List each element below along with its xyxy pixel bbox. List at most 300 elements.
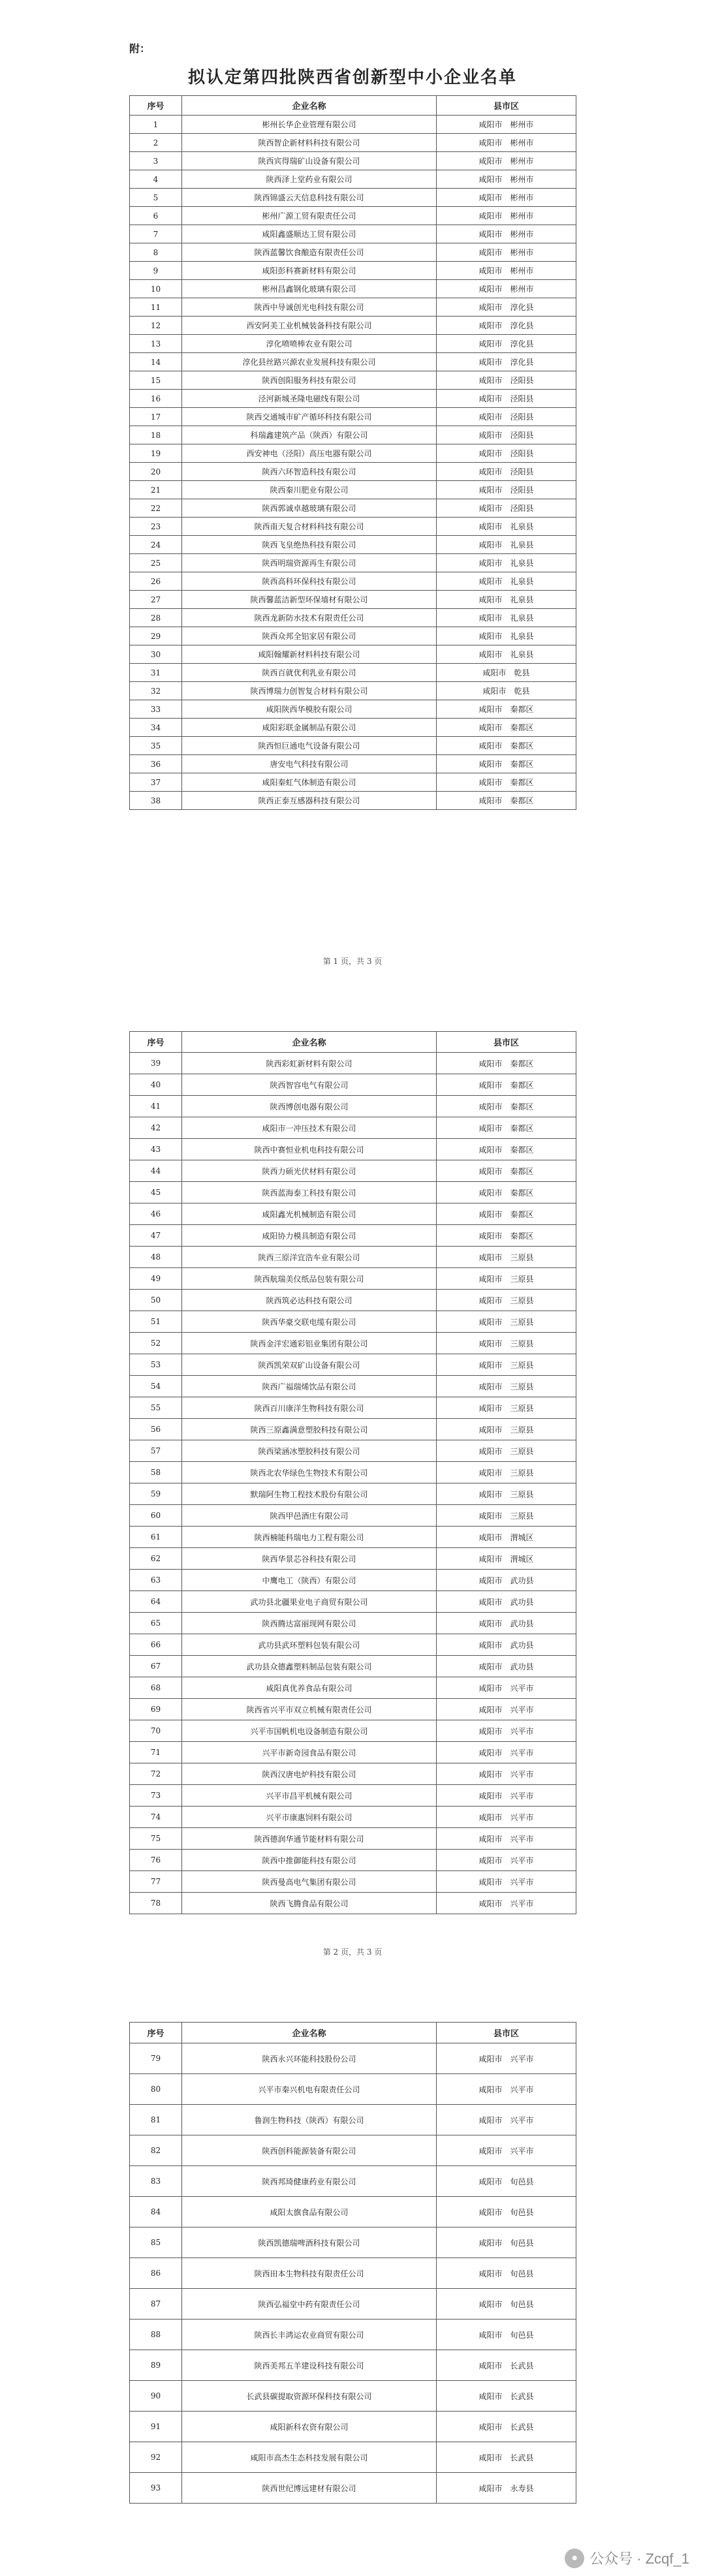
table-row bbox=[130, 1053, 576, 1074]
table-row bbox=[130, 1397, 576, 1419]
county-name: 咸阳市 泾阳县 bbox=[437, 390, 576, 408]
company-name: 陕西明瑞资源再生有限公司 bbox=[182, 554, 437, 572]
row-number: 52 bbox=[130, 1333, 182, 1354]
county-name: 咸阳市 秦都区 bbox=[437, 1225, 576, 1247]
table-row bbox=[130, 444, 576, 463]
row-number: 13 bbox=[130, 335, 182, 353]
table-row bbox=[130, 1182, 576, 1203]
company-name: 彬州广源工贸有限责任公司 bbox=[182, 207, 437, 225]
company-name: 咸阳鑫光机械制造有限公司 bbox=[182, 1203, 437, 1225]
table-row bbox=[130, 353, 576, 371]
company-name: 陕西宾得瑞矿山设备有限公司 bbox=[182, 152, 437, 170]
row-number: 89 bbox=[130, 2350, 182, 2381]
company-name: 淳化县丝路兴源农业发展科技有限公司 bbox=[182, 353, 437, 371]
county-name: 咸阳市 兴平市 bbox=[437, 1828, 576, 1850]
row-number: 32 bbox=[130, 682, 182, 700]
row-number: 74 bbox=[130, 1807, 182, 1828]
county-name: 咸阳市 淳化县 bbox=[437, 298, 576, 317]
table-row bbox=[130, 1548, 576, 1570]
county-name: 咸阳市 旬邑县 bbox=[437, 2258, 576, 2289]
county-name: 咸阳市 淳化县 bbox=[437, 335, 576, 353]
table-row bbox=[130, 152, 576, 170]
row-number: 33 bbox=[130, 700, 182, 719]
table-row bbox=[130, 1247, 576, 1268]
company-name: 陕西楠能科瑞电力工程有限公司 bbox=[182, 1527, 437, 1548]
company-name: 陕西凯荣双矿山设备有限公司 bbox=[182, 1354, 437, 1376]
table-row bbox=[130, 1074, 576, 1096]
company-name: 陕西百就优利乳业有限公司 bbox=[182, 664, 437, 682]
table-row bbox=[130, 2227, 576, 2258]
company-name: 鲁润生物科技（陕西）有限公司 bbox=[182, 2105, 437, 2135]
county-name: 咸阳市 三原县 bbox=[437, 1376, 576, 1397]
county-name: 咸阳市 礼泉县 bbox=[437, 609, 576, 627]
company-name: 陕西智容电气有限公司 bbox=[182, 1074, 437, 1096]
table-row bbox=[130, 1527, 576, 1548]
row-number: 60 bbox=[130, 1505, 182, 1527]
row-number: 93 bbox=[130, 2473, 182, 2504]
county-name: 咸阳市 泾阳县 bbox=[437, 426, 576, 444]
table-row bbox=[130, 1139, 576, 1160]
company-name: 陕西弘福堂中药有限责任公司 bbox=[182, 2289, 437, 2320]
table-row bbox=[130, 2258, 576, 2289]
county-name: 咸阳市 旬邑县 bbox=[437, 2289, 576, 2320]
row-number: 82 bbox=[130, 2135, 182, 2166]
county-name: 咸阳市 兴平市 bbox=[437, 1763, 576, 1785]
county-name: 咸阳市 兴平市 bbox=[437, 1785, 576, 1807]
wechat-icon: ● bbox=[565, 2549, 584, 2568]
county-name: 咸阳市 兴平市 bbox=[437, 1893, 576, 1914]
company-name: 陕西彩虹新材料有限公司 bbox=[182, 1053, 437, 1074]
company-name: 咸阳彩联金属制品有限公司 bbox=[182, 719, 437, 737]
county-name: 咸阳市 彬州市 bbox=[437, 225, 576, 243]
row-number: 28 bbox=[130, 609, 182, 627]
county-name: 咸阳市 兴平市 bbox=[437, 2135, 576, 2166]
table-row bbox=[130, 1677, 576, 1699]
company-name: 陕西华豪交联电缆有限公司 bbox=[182, 1311, 437, 1333]
table-row bbox=[130, 1505, 576, 1527]
table-row bbox=[130, 700, 576, 719]
table-row bbox=[130, 2043, 576, 2074]
table-row bbox=[130, 1828, 576, 1850]
row-number: 69 bbox=[130, 1699, 182, 1720]
company-name: 陕西秦川肥业有限公司 bbox=[182, 481, 437, 499]
company-name: 陕西田本生物科技有限责任公司 bbox=[182, 2258, 437, 2289]
table-row bbox=[130, 2320, 576, 2350]
table-row bbox=[130, 280, 576, 298]
company-name: 陕西曼高电气集团有限公司 bbox=[182, 1871, 437, 1893]
company-name: 陕西华景芯谷科技有限公司 bbox=[182, 1548, 437, 1570]
row-number: 35 bbox=[130, 737, 182, 755]
row-number: 84 bbox=[130, 2197, 182, 2227]
company-name: 陕西交通城市矿产循环科技有限公司 bbox=[182, 408, 437, 426]
county-name: 咸阳市 兴平市 bbox=[437, 1699, 576, 1720]
company-name: 咸阳太旗食品有限公司 bbox=[182, 2197, 437, 2227]
header-company-name: 企业名称 bbox=[182, 1032, 437, 1053]
row-number: 88 bbox=[130, 2320, 182, 2350]
county-name: 咸阳市 泾阳县 bbox=[437, 408, 576, 426]
company-name: 陕西长丰鸿运农业商贸有限公司 bbox=[182, 2320, 437, 2350]
header-county: 县市区 bbox=[437, 96, 576, 116]
table-row bbox=[130, 2105, 576, 2135]
header-county: 县市区 bbox=[437, 1032, 576, 1053]
row-number: 65 bbox=[130, 1613, 182, 1634]
row-number: 16 bbox=[130, 390, 182, 408]
row-number: 42 bbox=[130, 1117, 182, 1139]
row-number: 46 bbox=[130, 1203, 182, 1225]
table-row bbox=[130, 664, 576, 682]
row-number: 36 bbox=[130, 755, 182, 773]
row-number: 19 bbox=[130, 444, 182, 463]
county-name: 咸阳市 武功县 bbox=[437, 1613, 576, 1634]
table-row bbox=[130, 2135, 576, 2166]
table-row bbox=[130, 1763, 576, 1785]
attachment-label: 附： bbox=[129, 42, 151, 55]
table-row bbox=[130, 207, 576, 225]
table-row bbox=[130, 1160, 576, 1182]
table-row bbox=[130, 1354, 576, 1376]
row-number: 91 bbox=[130, 2412, 182, 2442]
county-name: 咸阳市 彬州市 bbox=[437, 134, 576, 152]
table-row bbox=[130, 1742, 576, 1763]
company-name: 陕西广福瑞烯饮品有限公司 bbox=[182, 1376, 437, 1397]
county-name: 咸阳市 秦都区 bbox=[437, 737, 576, 755]
table-row bbox=[130, 719, 576, 737]
row-number: 21 bbox=[130, 481, 182, 499]
company-name: 陕西郭诚卓越玻璃有限公司 bbox=[182, 499, 437, 518]
county-name: 咸阳市 彬州市 bbox=[437, 207, 576, 225]
row-number: 73 bbox=[130, 1785, 182, 1807]
company-name: 兴平市昌平机械有限公司 bbox=[182, 1785, 437, 1807]
table-row bbox=[130, 773, 576, 792]
county-name: 咸阳市 乾县 bbox=[437, 664, 576, 682]
row-number: 15 bbox=[130, 371, 182, 390]
row-number: 31 bbox=[130, 664, 182, 682]
table-row bbox=[130, 2289, 576, 2320]
company-name: 陕西德润华通节能材料有限公司 bbox=[182, 1828, 437, 1850]
company-name: 陕西汉唐电炉科技有限公司 bbox=[182, 1763, 437, 1785]
county-name: 咸阳市 兴平市 bbox=[437, 2043, 576, 2074]
company-table-page-2 bbox=[129, 1031, 576, 1914]
row-number: 3 bbox=[130, 152, 182, 170]
row-number: 57 bbox=[130, 1440, 182, 1462]
table-row bbox=[130, 225, 576, 243]
company-name: 西安阿美工业机械装备科技有限公司 bbox=[182, 317, 437, 335]
company-table-page-1 bbox=[129, 95, 576, 810]
county-name: 咸阳市 秦都区 bbox=[437, 719, 576, 737]
company-name: 陕西中推御能科技有限公司 bbox=[182, 1850, 437, 1871]
table-row bbox=[130, 2412, 576, 2442]
company-name: 彬州昌鑫钢化玻璃有限公司 bbox=[182, 280, 437, 298]
row-number: 54 bbox=[130, 1376, 182, 1397]
table-row bbox=[130, 134, 576, 152]
row-number: 64 bbox=[130, 1591, 182, 1613]
county-name: 咸阳市 武功县 bbox=[437, 1570, 576, 1591]
county-name: 咸阳市 兴平市 bbox=[437, 1807, 576, 1828]
company-name: 默瑞阿生物工程技术股份有限公司 bbox=[182, 1483, 437, 1505]
county-name: 咸阳市 淳化县 bbox=[437, 317, 576, 335]
county-name: 咸阳市 秦都区 bbox=[437, 1182, 576, 1203]
county-name: 咸阳市 三原县 bbox=[437, 1268, 576, 1290]
table-row bbox=[130, 2350, 576, 2381]
table-row bbox=[130, 189, 576, 207]
row-number: 6 bbox=[130, 207, 182, 225]
row-number: 71 bbox=[130, 1742, 182, 1763]
company-name: 咸阳陕西华模胶有限公司 bbox=[182, 700, 437, 719]
row-number: 72 bbox=[130, 1763, 182, 1785]
county-name: 咸阳市 旬邑县 bbox=[437, 2166, 576, 2197]
county-name: 咸阳市 兴平市 bbox=[437, 1720, 576, 1742]
county-name: 咸阳市 彬州市 bbox=[437, 116, 576, 134]
row-number: 24 bbox=[130, 536, 182, 554]
county-name: 咸阳市 三原县 bbox=[437, 1247, 576, 1268]
company-name: 陕西高科环保科技有限公司 bbox=[182, 572, 437, 591]
header-no: 序号 bbox=[130, 96, 182, 116]
row-number: 34 bbox=[130, 719, 182, 737]
row-number: 38 bbox=[130, 792, 182, 810]
table-row bbox=[130, 426, 576, 444]
table-row bbox=[130, 1656, 576, 1677]
row-number: 66 bbox=[130, 1634, 182, 1656]
table-row bbox=[130, 2473, 576, 2504]
row-number: 47 bbox=[130, 1225, 182, 1247]
table-row bbox=[130, 591, 576, 609]
county-name: 咸阳市 兴平市 bbox=[437, 1871, 576, 1893]
company-name: 陕西南天复合材料科技有限公司 bbox=[182, 518, 437, 536]
company-name: 陕西美邦五羊建设科技有限公司 bbox=[182, 2350, 437, 2381]
row-number: 55 bbox=[130, 1397, 182, 1419]
header-no: 序号 bbox=[130, 1032, 182, 1053]
row-number: 9 bbox=[130, 262, 182, 280]
company-name: 陕西甲邑酒庄有限公司 bbox=[182, 1505, 437, 1527]
company-name: 咸阳市高杰生态科技发展有限公司 bbox=[182, 2442, 437, 2473]
row-number: 37 bbox=[130, 773, 182, 792]
table-row bbox=[130, 1419, 576, 1440]
company-name: 武功县众德鑫塑料制品包装有限公司 bbox=[182, 1656, 437, 1677]
company-table-page-3 bbox=[129, 2022, 576, 2504]
watermark-text: 公众号 · Zcqf_1 bbox=[589, 2551, 689, 2567]
company-name: 兴平市康惠饲料有限公司 bbox=[182, 1807, 437, 1828]
row-number: 45 bbox=[130, 1182, 182, 1203]
table-row bbox=[130, 408, 576, 426]
company-name: 科瑞鑫建筑产品（陕西）有限公司 bbox=[182, 426, 437, 444]
county-name: 咸阳市 长武县 bbox=[437, 2381, 576, 2412]
company-name: 陕西泽上堂药业有限公司 bbox=[182, 170, 437, 189]
company-name: 陕西力硕光伏材料有限公司 bbox=[182, 1160, 437, 1182]
table-row bbox=[130, 1591, 576, 1613]
county-name: 咸阳市 兴平市 bbox=[437, 2074, 576, 2105]
row-number: 20 bbox=[130, 463, 182, 481]
company-name: 兴平市国帆机电设备制造有限公司 bbox=[182, 1720, 437, 1742]
company-name: 陕西省兴平市双立机械有限责任公司 bbox=[182, 1699, 437, 1720]
county-name: 咸阳市 三原县 bbox=[437, 1311, 576, 1333]
table-row bbox=[130, 2074, 576, 2105]
table-row bbox=[130, 536, 576, 554]
company-name: 咸阳秦虹气体制造有限公司 bbox=[182, 773, 437, 792]
county-name: 咸阳市 泾阳县 bbox=[437, 463, 576, 481]
row-number: 14 bbox=[130, 353, 182, 371]
table-row bbox=[130, 1333, 576, 1354]
table-row bbox=[130, 1203, 576, 1225]
county-name: 咸阳市 乾县 bbox=[437, 682, 576, 700]
company-name: 淳化喷喷棒农业有限公司 bbox=[182, 335, 437, 353]
table-row bbox=[130, 1462, 576, 1483]
row-number: 59 bbox=[130, 1483, 182, 1505]
row-number: 1 bbox=[130, 116, 182, 134]
table-row bbox=[130, 792, 576, 810]
county-name: 咸阳市 三原县 bbox=[437, 1419, 576, 1440]
county-name: 咸阳市 礼泉县 bbox=[437, 591, 576, 609]
county-name: 咸阳市 武功县 bbox=[437, 1634, 576, 1656]
header-no: 序号 bbox=[130, 2023, 182, 2043]
table-row bbox=[130, 1893, 576, 1914]
row-number: 23 bbox=[130, 518, 182, 536]
table-row bbox=[130, 518, 576, 536]
row-number: 76 bbox=[130, 1850, 182, 1871]
company-name: 咸阳彭科赛新材料有限公司 bbox=[182, 262, 437, 280]
county-name: 咸阳市 秦都区 bbox=[437, 1139, 576, 1160]
county-name: 咸阳市 泾阳县 bbox=[437, 444, 576, 463]
row-number: 79 bbox=[130, 2043, 182, 2074]
county-name: 咸阳市 泾阳县 bbox=[437, 481, 576, 499]
county-name: 咸阳市 旬邑县 bbox=[437, 2227, 576, 2258]
company-name: 西安神电（泾阳）高压电器有限公司 bbox=[182, 444, 437, 463]
county-name: 咸阳市 礼泉县 bbox=[437, 645, 576, 664]
table-row bbox=[130, 1850, 576, 1871]
table-row bbox=[130, 1634, 576, 1656]
table-row bbox=[130, 2381, 576, 2412]
row-number: 51 bbox=[130, 1311, 182, 1333]
county-name: 咸阳市 三原县 bbox=[437, 1397, 576, 1419]
row-number: 81 bbox=[130, 2105, 182, 2135]
company-name: 陕西博瑞力创智复合材料有限公司 bbox=[182, 682, 437, 700]
company-name: 彬州长华企业管理有限公司 bbox=[182, 116, 437, 134]
company-name: 陕西创阳服务科技有限公司 bbox=[182, 371, 437, 390]
county-name: 咸阳市 秦都区 bbox=[437, 700, 576, 719]
county-name: 咸阳市 秦都区 bbox=[437, 792, 576, 810]
company-name: 陕西北农华绿色生物技术有限公司 bbox=[182, 1462, 437, 1483]
row-number: 25 bbox=[130, 554, 182, 572]
county-name: 咸阳市 彬州市 bbox=[437, 243, 576, 262]
county-name: 咸阳市 秦都区 bbox=[437, 755, 576, 773]
county-name: 咸阳市 长武县 bbox=[437, 2442, 576, 2473]
row-number: 80 bbox=[130, 2074, 182, 2105]
company-name: 陕西龙新防水技术有限责任公司 bbox=[182, 609, 437, 627]
row-number: 27 bbox=[130, 591, 182, 609]
county-name: 咸阳市 秦都区 bbox=[437, 1203, 576, 1225]
county-name: 咸阳市 永寿县 bbox=[437, 2473, 576, 2504]
company-name: 武功县北疆果业电子商贸有限公司 bbox=[182, 1591, 437, 1613]
company-name: 陕西百川康洋生物科技有限公司 bbox=[182, 1397, 437, 1419]
row-number: 78 bbox=[130, 1893, 182, 1914]
county-name: 咸阳市 渭城区 bbox=[437, 1527, 576, 1548]
company-name: 咸阳协力模具制造有限公司 bbox=[182, 1225, 437, 1247]
row-number: 87 bbox=[130, 2289, 182, 2320]
table-row bbox=[130, 554, 576, 572]
county-name: 咸阳市 彬州市 bbox=[437, 262, 576, 280]
row-number: 11 bbox=[130, 298, 182, 317]
county-name: 咸阳市 兴平市 bbox=[437, 1677, 576, 1699]
county-name: 咸阳市 武功县 bbox=[437, 1656, 576, 1677]
company-name: 咸阳鑫盛顺达工贸有限公司 bbox=[182, 225, 437, 243]
county-name: 咸阳市 礼泉县 bbox=[437, 572, 576, 591]
table-row bbox=[130, 737, 576, 755]
row-number: 12 bbox=[130, 317, 182, 335]
row-number: 48 bbox=[130, 1247, 182, 1268]
page-title: 拟认定第四批陕西省创新型中小企业名单 bbox=[187, 68, 517, 87]
county-name: 咸阳市 旬邑县 bbox=[437, 2320, 576, 2350]
company-name: 陕西中赛恒业机电科技有限公司 bbox=[182, 1139, 437, 1160]
company-name: 陕西众邦全铝家居有限公司 bbox=[182, 627, 437, 645]
company-name: 陕西蓝海泰工科技有限公司 bbox=[182, 1182, 437, 1203]
row-number: 86 bbox=[130, 2258, 182, 2289]
row-number: 77 bbox=[130, 1871, 182, 1893]
row-number: 8 bbox=[130, 243, 182, 262]
table-row bbox=[130, 463, 576, 481]
row-number: 92 bbox=[130, 2442, 182, 2473]
row-number: 2 bbox=[130, 134, 182, 152]
table-row bbox=[130, 1440, 576, 1462]
row-number: 63 bbox=[130, 1570, 182, 1591]
county-name: 咸阳市 三原县 bbox=[437, 1440, 576, 1462]
county-name: 咸阳市 礼泉县 bbox=[437, 627, 576, 645]
company-name: 唐安电气科技有限公司 bbox=[182, 755, 437, 773]
row-number: 53 bbox=[130, 1354, 182, 1376]
table-row bbox=[130, 1290, 576, 1311]
table-row bbox=[130, 1720, 576, 1742]
table-row bbox=[130, 1225, 576, 1247]
table-row bbox=[130, 1613, 576, 1634]
table-row bbox=[130, 262, 576, 280]
table-row bbox=[130, 682, 576, 700]
table-row bbox=[130, 1117, 576, 1139]
table-row bbox=[130, 170, 576, 189]
table-row bbox=[130, 2442, 576, 2473]
county-name: 咸阳市 兴平市 bbox=[437, 2105, 576, 2135]
row-number: 18 bbox=[130, 426, 182, 444]
county-name: 咸阳市 彬州市 bbox=[437, 152, 576, 170]
company-name: 咸阳翰耀新材料科技有限公司 bbox=[182, 645, 437, 664]
row-number: 56 bbox=[130, 1419, 182, 1440]
table-row bbox=[130, 1570, 576, 1591]
county-name: 咸阳市 三原县 bbox=[437, 1333, 576, 1354]
company-name: 陕西梁涵冰塑胶科技有限公司 bbox=[182, 1440, 437, 1462]
company-name: 陕西金洋宏通彩铝业集团有限公司 bbox=[182, 1333, 437, 1354]
table-row bbox=[130, 298, 576, 317]
row-number: 26 bbox=[130, 572, 182, 591]
company-name: 陕西筑必达科技有限公司 bbox=[182, 1290, 437, 1311]
row-number: 4 bbox=[130, 170, 182, 189]
company-name: 咸阳市一冲压技术有限公司 bbox=[182, 1117, 437, 1139]
county-name: 咸阳市 三原县 bbox=[437, 1290, 576, 1311]
county-name: 咸阳市 秦都区 bbox=[437, 1096, 576, 1117]
watermark bbox=[565, 2548, 689, 2568]
county-name: 咸阳市 长武县 bbox=[437, 2350, 576, 2381]
company-name: 陕西永兴环能科技股份公司 bbox=[182, 2043, 437, 2074]
county-name: 咸阳市 秦都区 bbox=[437, 1074, 576, 1096]
row-number: 39 bbox=[130, 1053, 182, 1074]
county-name: 咸阳市 彬州市 bbox=[437, 170, 576, 189]
company-name: 武功县武环塑料包装有限公司 bbox=[182, 1634, 437, 1656]
row-number: 22 bbox=[130, 499, 182, 518]
county-name: 咸阳市 礼泉县 bbox=[437, 554, 576, 572]
table-row bbox=[130, 317, 576, 335]
company-name: 兴平市秦兴机电有限责任公司 bbox=[182, 2074, 437, 2105]
county-name: 咸阳市 旬邑县 bbox=[437, 2197, 576, 2227]
table-row bbox=[130, 481, 576, 499]
table-row bbox=[130, 1376, 576, 1397]
table-row bbox=[130, 335, 576, 353]
page-footer-1: 第 1 页，共 3 页 bbox=[322, 957, 383, 966]
